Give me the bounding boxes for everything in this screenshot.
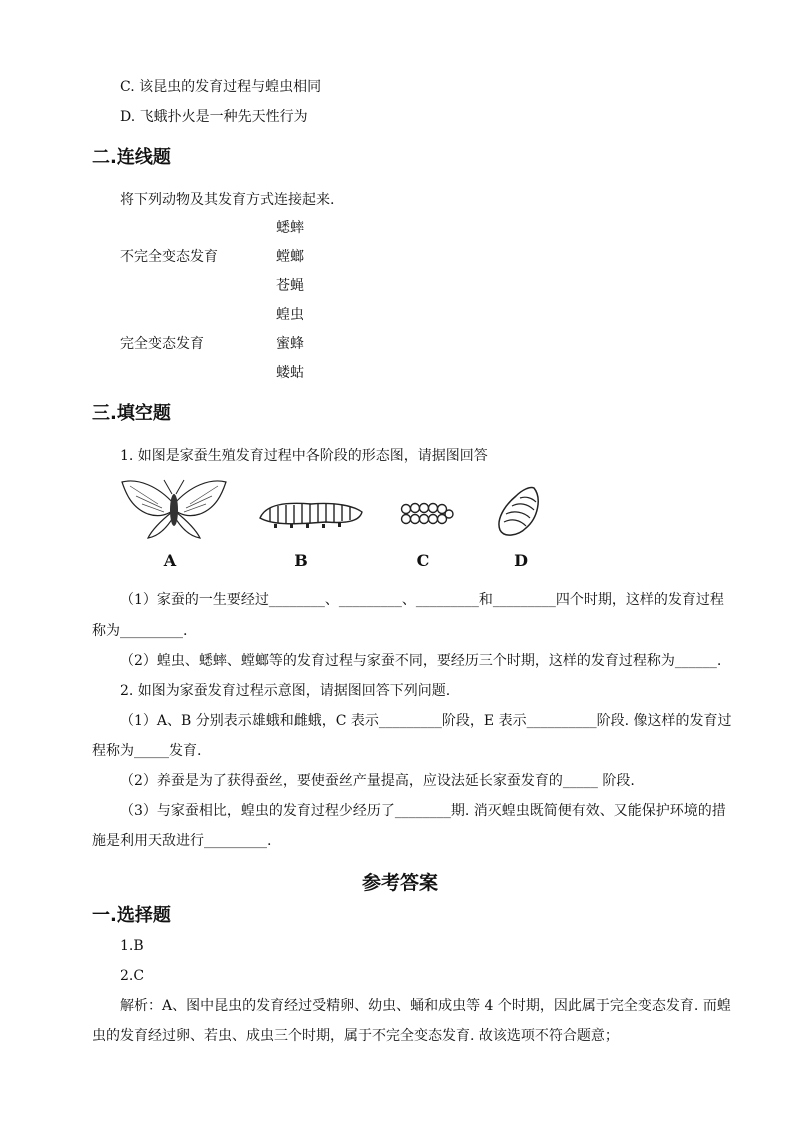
answers-section-title: 一.选择题 (92, 905, 171, 926)
answer-explanation: 解析：A、图中昆虫的发育经过受精卵、幼虫、蛹和成虫等 4 个时期，因此属于完全变态发育. 而蝗 (120, 998, 731, 1014)
larva-illustration (256, 496, 366, 530)
q1-part1-cont: 称为_________. (92, 623, 188, 639)
dev-type-incomplete: 不完全变态发育 (120, 249, 218, 265)
figure-label-a: A (163, 551, 177, 570)
animal-item: 蜜蜂 (276, 336, 304, 352)
section-title-matching: 二.连线题 (92, 147, 171, 168)
matching-instruction: 将下列动物及其发育方式连接起来. (120, 192, 335, 208)
q1-stem: 1. 如图是家蚕生殖发育过程中各阶段的形态图，请据图回答 (120, 448, 488, 464)
answer-1: 1.B (120, 938, 144, 954)
option-c: C. 该昆虫的发育过程与蝗虫相同 (120, 79, 322, 95)
option-d: D. 飞蛾扑火是一种先天性行为 (120, 109, 308, 125)
eggs-illustration (398, 500, 454, 528)
animal-item: 蝗虫 (276, 307, 304, 323)
q1-part1: （1）家蚕的一生要经过________、_________、_________和_________四个时期，这样的发育过程 (120, 592, 724, 608)
answer-explanation-cont: 虫的发育经过卵、若虫、成虫三个时期，属于不完全变态发育. 故该选项不符合题意； (92, 1028, 619, 1044)
q1-part2: （2）蝗虫、蟋蟀、螳螂等的发育过程与家蚕不同，要经历三个时期，这样的发育过程称为______. (120, 653, 722, 669)
animal-item: 苍蝇 (276, 278, 304, 294)
animal-item: 蝼蛄 (276, 365, 304, 381)
q2-stem: 2. 如图为家蚕发育过程示意图，请据图回答下列问题. (120, 683, 451, 699)
answers-title: 参考答案 (361, 872, 438, 894)
figure-label-d: D (514, 551, 528, 570)
animal-item: 螳螂 (276, 249, 304, 265)
q2-part2: （2）养蚕是为了获得蚕丝，要使蚕丝产量提高，应设法延长家蚕发育的_____ 阶段. (120, 773, 635, 789)
pupa-illustration (494, 484, 544, 538)
q2-part1-cont: 程称为_____发育. (92, 743, 202, 759)
q2-part3: （3）与家蚕相比，蝗虫的发育过程少经历了________期. 消灭蝗虫既简便有效、又能保护环境的措 (120, 803, 726, 819)
answer-2: 2.C (120, 968, 145, 984)
figure-label-c: C (416, 551, 430, 570)
dev-type-complete: 完全变态发育 (120, 336, 204, 352)
animal-item: 蟋蟀 (276, 220, 304, 236)
section-title-fill: 三.填空题 (92, 403, 171, 424)
figure-label-b: B (294, 551, 308, 570)
moth-illustration (118, 474, 230, 542)
q2-part1: （1）A、B 分别表示雄蛾和雌蛾，C 表示_________阶段，E 表示__________阶段. 像这样的发育过 (120, 713, 732, 729)
q2-part3-cont: 施是利用天敌进行_________. (92, 833, 272, 849)
